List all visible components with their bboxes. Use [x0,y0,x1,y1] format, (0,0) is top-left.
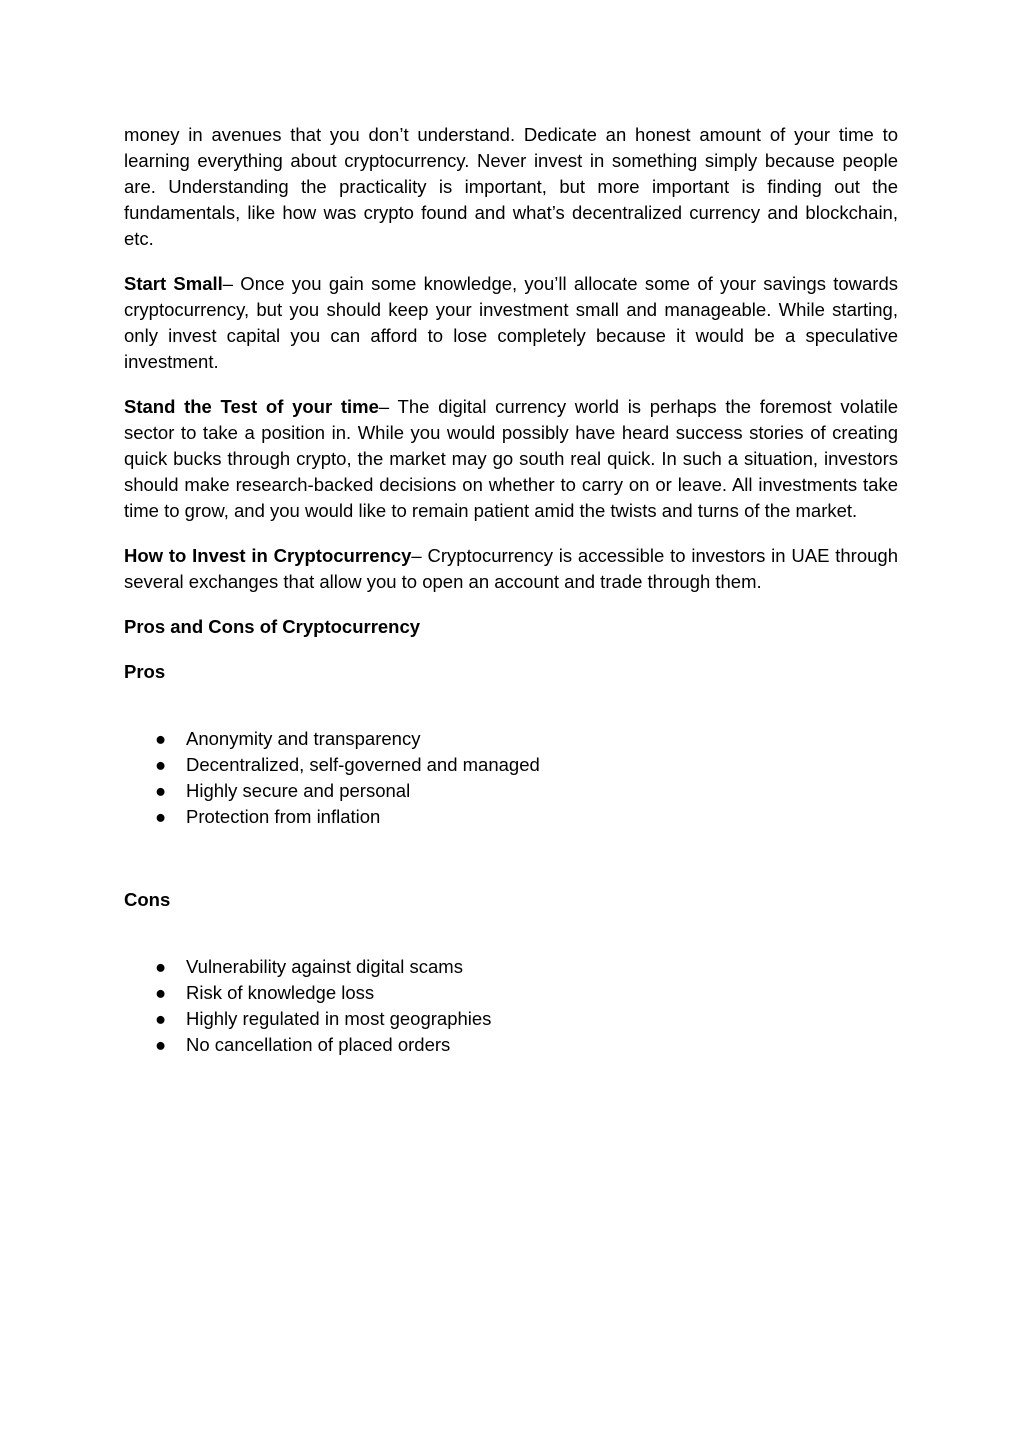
paragraph-how-to-invest [124,543,898,595]
bullet-icon: ● [155,982,167,1003]
list-item: ● Decentralized, self-governed and managed [124,752,898,778]
pros-cons-heading: Pros and Cons of Cryptocurrency [124,616,421,637]
how-to-invest-body: – Cryptocurrency is accessible to investors in UAE through several exchanges that allow you to open an account and trade through them. [124,545,898,592]
paragraph-understand-crypto: money in avenues that you don’t understand. Dedicate an honest amount of your time to learning everything about cryptocurrency. Never invest in something simply because people are. Understanding the practicality is important, but more important is finding out the fundamentals, like how was crypto found and what’s decentralized currency and blockchain, etc. [124,124,898,249]
bullet-icon: ● [155,1034,167,1055]
bullet-icon: ● [155,754,167,775]
list-item: ● Vulnerability against digital scams [124,954,898,980]
list-item: ● Protection from inflation [124,804,898,830]
pros-list [124,726,898,830]
bullet-icon: ● [155,1008,167,1029]
start-small-title: Start Small [124,273,223,294]
cons-heading: Cons [124,889,171,910]
list-item: ● No cancellation of placed orders [124,1032,898,1058]
bullet-icon: ● [155,806,167,827]
cons-list [124,954,898,1058]
bullet-icon: ● [155,728,167,749]
stand-test-title: Stand the Test of your time [124,396,379,417]
bullet-icon: ● [155,780,167,801]
document-body [124,122,898,1058]
start-small-body: – Once you gain some knowledge, you’ll allocate some of your savings towards cryptocurrency, but you should keep your investment small and manageable. While starting, only invest capital you can afford to lose completely because it would be a speculative investment. [124,273,898,372]
paragraph-stand-test [124,394,898,524]
list-item: ● Anonymity and transparency [124,726,898,752]
bullet-icon: ● [155,956,167,977]
list-item: ● Highly regulated in most geographies [124,1006,898,1032]
pros-heading: Pros [124,661,166,682]
how-to-invest-title: How to Invest in Cryptocurrency [124,545,412,566]
stand-test-body: – The digital currency world is perhaps the foremost volatile sector to take a position in. While you would possibly have heard success stories of creating quick bucks through crypto, the market may go south real quick. In such a situation, investors should make research-backed decisions on whether to carry on or leave. All investments take time to grow, and you would like to remain patient amid the twists and turns of the market. [124,396,898,521]
list-item: ● Risk of knowledge loss [124,980,898,1006]
list-item: ● Highly secure and personal [124,778,898,804]
paragraph-start-small [124,271,898,375]
